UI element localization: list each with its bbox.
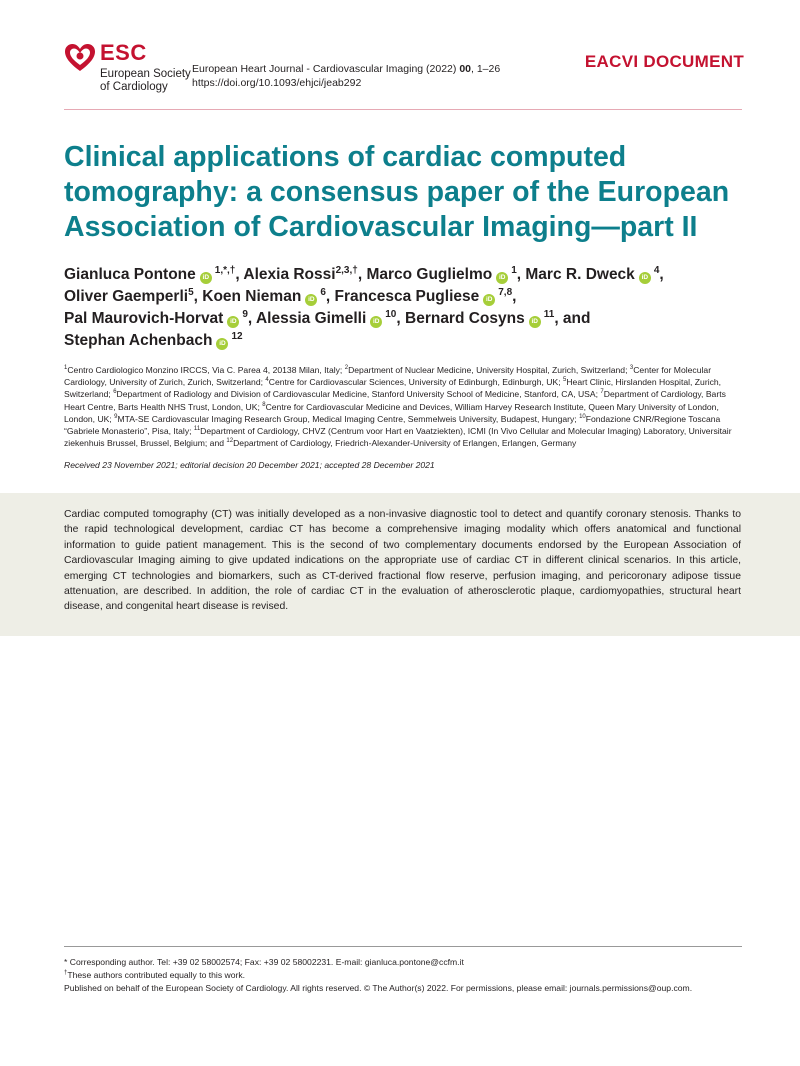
author-affiliation-marks: 12 bbox=[231, 330, 243, 342]
author-name: Marco Guglielmo bbox=[366, 266, 493, 283]
affiliation-text: Department of Nuclear Medicine, University Hospital, Zurich, Switzerland; bbox=[348, 365, 630, 375]
footnote-divider bbox=[64, 946, 742, 947]
author-name: Oliver Gaemperli bbox=[64, 288, 189, 305]
journal-citation bbox=[192, 62, 500, 90]
author-separator: , bbox=[659, 266, 668, 283]
affiliation-number: 8 bbox=[262, 401, 266, 408]
author-list bbox=[64, 264, 754, 352]
logo-society-name bbox=[100, 68, 191, 94]
author-name: Alessia Gimelli bbox=[255, 310, 367, 327]
author-name: Gianluca Pontone bbox=[64, 266, 196, 283]
affiliation-text: Centre for Cardiovascular Medicine and Devices, William Harvey Research Institute, Queen Mary University of London, London, UK; bbox=[64, 401, 719, 424]
author-affiliation-marks: 1 bbox=[511, 264, 517, 276]
author-name: Bernard Cosyns bbox=[405, 310, 525, 327]
author-name: Koen Nieman bbox=[202, 288, 302, 305]
author bbox=[64, 266, 243, 283]
author bbox=[202, 288, 334, 305]
esc-logo bbox=[64, 40, 194, 100]
affiliation-text: Fondazione CNR/Regione Toscana “Gabriele Monasterio”, Pisa, Italy; bbox=[64, 413, 721, 437]
logo-sub-line-2: of Cardiology bbox=[100, 81, 168, 93]
author-name: Stephan Achenbach bbox=[64, 332, 213, 349]
author-name: Alexia Rossi bbox=[243, 266, 336, 283]
orcid-icon[interactable]: iD bbox=[200, 272, 212, 284]
orcid-icon[interactable]: iD bbox=[639, 272, 651, 284]
orcid-icon[interactable]: iD bbox=[216, 338, 228, 350]
author-separator: , bbox=[235, 266, 244, 283]
dagger-mark: † bbox=[64, 970, 68, 977]
author-affiliation-marks: 4 bbox=[653, 264, 660, 276]
orcid-icon[interactable]: iD bbox=[305, 294, 317, 306]
equal-contribution-note bbox=[64, 970, 744, 981]
affiliation-text: MTA-SE Cardiovascular Imaging Research Group, Medical Imaging Centre, Semmelweis University, Budapest, Hungary; bbox=[117, 413, 580, 424]
publisher-note: Published on behalf of the European Society of Cardiology. All rights reserved. © The Author(s) 2022. For permissions, please email: journals.permissions@oup.com. bbox=[64, 983, 693, 993]
author-affiliation-marks: 2,3,† bbox=[335, 264, 358, 276]
affiliation-number: 6 bbox=[113, 389, 117, 396]
journal-name: European Heart Journal - Cardiovascular Imaging (2022) bbox=[192, 63, 460, 75]
author bbox=[64, 310, 256, 327]
author-affiliation-marks: 5 bbox=[188, 286, 194, 298]
author-separator: , bbox=[193, 288, 203, 305]
orcid-icon[interactable]: iD bbox=[483, 294, 495, 306]
affiliation-item bbox=[345, 365, 630, 375]
affiliation-text: Department of Cardiology, Friedrich-Alexander-University of Erlangen, Erlangen, Germany bbox=[233, 438, 577, 449]
author bbox=[405, 310, 595, 327]
affiliation-text: Department of Cardiology, Barts Heart Centre, Barts Health NHS Trust, London, UK; bbox=[64, 389, 726, 412]
author-affiliation-marks: 9 bbox=[242, 308, 248, 320]
affiliation-number: 7 bbox=[600, 389, 604, 396]
author-affiliation-marks: 1,*,† bbox=[214, 264, 236, 276]
orcid-icon[interactable]: iD bbox=[496, 272, 508, 284]
affiliation-text: Centre for Cardiovascular Sciences, University of Edinburgh, Edinburgh, UK; bbox=[268, 377, 563, 388]
author-affiliation-marks: 7,8 bbox=[498, 286, 513, 298]
received-dates: Received 23 November 2021; editorial decision 20 December 2021; accepted 28 December 2021 bbox=[64, 460, 435, 470]
orcid-icon[interactable]: iD bbox=[227, 316, 239, 328]
orcid-icon[interactable]: iD bbox=[529, 316, 541, 328]
author-separator: , and bbox=[554, 310, 595, 327]
journal-line bbox=[192, 62, 500, 76]
author-separator: , bbox=[357, 266, 367, 283]
author-separator: , bbox=[516, 266, 526, 283]
affiliation-number: 4 bbox=[265, 377, 269, 384]
affiliation-text: Department of Radiology and Division of Cardiovascular Medicine, Stanford University School of Medicine, Stanford, CA, USA; bbox=[116, 389, 601, 400]
logo-esc-text: ESC bbox=[100, 40, 147, 65]
affiliation-item bbox=[226, 438, 576, 448]
esc-heart-logo-icon bbox=[64, 42, 96, 74]
author-affiliation-marks: 10 bbox=[385, 308, 397, 320]
document-type-label: EACVI DOCUMENT bbox=[584, 52, 744, 71]
affiliation-item bbox=[113, 389, 600, 399]
affiliation-number: 1 bbox=[64, 365, 68, 372]
corresponding-author-note: * Corresponding author. Tel: +39 02 58002574; Fax: +39 02 58002231. E-mail: gianluca.pontone@ccfm.it bbox=[64, 957, 464, 967]
abstract-text: Cardiac computed tomography (CT) was initially developed as a non-invasive diagnostic tool to detect and quantify coronary stenosis. Thanks to the rapid technological development, cardiac CT has become a comprehensive imaging modality which offers anatomical and functional information to guide patient management. This is the second of two complementary documents endorsed by the European Association of Cardiovascular Imaging aiming to give updated indications on the appropriate use of cardiac CT in different clinical scenarios. In this article, emerging CT technologies and biomarkers, such as CT-derived fractional flow reserve, perfusion imaging, and pericoronary adipose tissue attenuation, are described. In addition, the role of cardiac CT in the evaluation of atherosclerotic plaque, cardiomyopathies, structural heart disease, and congenital heart disease is revised. bbox=[64, 509, 741, 613]
affiliation-item bbox=[64, 365, 345, 375]
affiliation-number: 3 bbox=[629, 365, 634, 372]
author bbox=[366, 266, 525, 283]
affiliation-number: 10 bbox=[579, 413, 586, 420]
author-affiliation-marks: 6 bbox=[320, 286, 326, 298]
author bbox=[64, 288, 202, 305]
header-divider bbox=[64, 109, 742, 110]
affiliations bbox=[64, 364, 744, 449]
logo-sub-line-1: European Society bbox=[100, 68, 191, 80]
author bbox=[525, 266, 668, 283]
affiliation-number: 2 bbox=[344, 365, 349, 372]
author-separator: , bbox=[512, 288, 521, 305]
affiliation-number: 12 bbox=[226, 438, 234, 445]
author bbox=[335, 288, 521, 305]
author-name: Marc R. Dweck bbox=[525, 266, 635, 283]
journal-pages: , 1–26 bbox=[471, 63, 501, 75]
affiliation-text: Center for Molecular Cardiology, University of Zurich, Zurich, Switzerland; bbox=[64, 365, 712, 388]
author bbox=[64, 332, 243, 349]
affiliation-number: 9 bbox=[114, 413, 118, 420]
author-name: Francesca Pugliese bbox=[334, 288, 480, 305]
doi-link[interactable]: https://doi.org/10.1093/ehjci/jeab292 bbox=[192, 77, 362, 89]
affiliation-number: 11 bbox=[193, 426, 201, 433]
author-separator: , bbox=[247, 310, 256, 327]
affiliation-text: Centro Cardiologico Monzino IRCCS, Via C. Parea 4, 20138 Milan, Italy; bbox=[67, 365, 345, 375]
author-name: Pal Maurovich-Horvat bbox=[64, 310, 224, 327]
affiliation-text: Department of Cardiology, CHVZ (Centrum voor Hart en Vaatziekten), ICMI (In Vivo Cellular and Molecular Imaging) Laboratory, Universitair ziekenhuis Brussel, Brussel, Belgium; and bbox=[64, 426, 732, 449]
affiliation-item bbox=[265, 377, 563, 387]
journal-volume: 00 bbox=[459, 63, 471, 75]
page-header bbox=[64, 40, 744, 102]
affiliation-item bbox=[114, 414, 579, 424]
author bbox=[256, 310, 405, 327]
paper-title: Clinical applications of cardiac computed tomography: a consensus paper of the European Association of Cardiovascular Imaging—part II bbox=[64, 141, 730, 243]
equal-contribution-text: These authors contributed equally to this work. bbox=[67, 970, 246, 980]
author-separator: , bbox=[396, 310, 405, 327]
author-affiliation-marks: 11 bbox=[543, 308, 555, 320]
author bbox=[243, 266, 366, 283]
affiliation-text: Heart Clinic, Hirslanden Hospital, Zurich, Switzerland; bbox=[64, 377, 722, 400]
affiliation-number: 5 bbox=[562, 377, 567, 384]
author-separator: , bbox=[325, 288, 335, 305]
orcid-icon[interactable]: iD bbox=[370, 316, 382, 328]
